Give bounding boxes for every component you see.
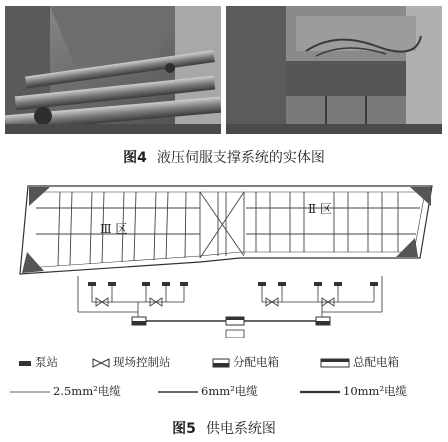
zone-label-right: Ⅱ 区 xyxy=(308,202,332,216)
zone-label-left: Ⅲ 区 xyxy=(100,222,128,236)
legend-cable-mid: 6mm²电缆 xyxy=(158,383,258,399)
legend-sub-box: 分配电箱 xyxy=(212,354,279,370)
main-box-icon xyxy=(320,358,350,368)
pump-stations xyxy=(88,282,378,286)
figure-4-title: 液压伺服支撑系统的实体图 xyxy=(156,150,325,166)
medium-line-icon xyxy=(158,389,198,395)
legend-control-station: 现场控制站 xyxy=(92,354,171,370)
legend-cable-small: 2.5mm²电缆 xyxy=(10,383,121,399)
thick-line-icon xyxy=(300,389,340,395)
thin-line-icon xyxy=(10,389,50,395)
legend-cable-large: 10mm²电缆 xyxy=(300,383,407,399)
figure-4-caption xyxy=(0,147,448,167)
power-supply-diagram xyxy=(0,178,448,338)
legend-pump: 泵站 xyxy=(18,354,58,370)
bowtie-icon xyxy=(92,358,110,368)
legend-main-box: 总配电箱 xyxy=(320,354,399,370)
photo-control-station xyxy=(226,6,442,134)
figure-4-label: 图4 xyxy=(123,150,147,166)
figure-5-label: 图5 xyxy=(172,421,196,437)
figure-5-caption xyxy=(0,418,448,438)
sub-box-icon xyxy=(212,358,230,368)
pump-icon xyxy=(18,359,32,367)
figure-5-title: 供电系统图 xyxy=(205,421,276,437)
photo-hydraulic-struts xyxy=(5,6,221,134)
